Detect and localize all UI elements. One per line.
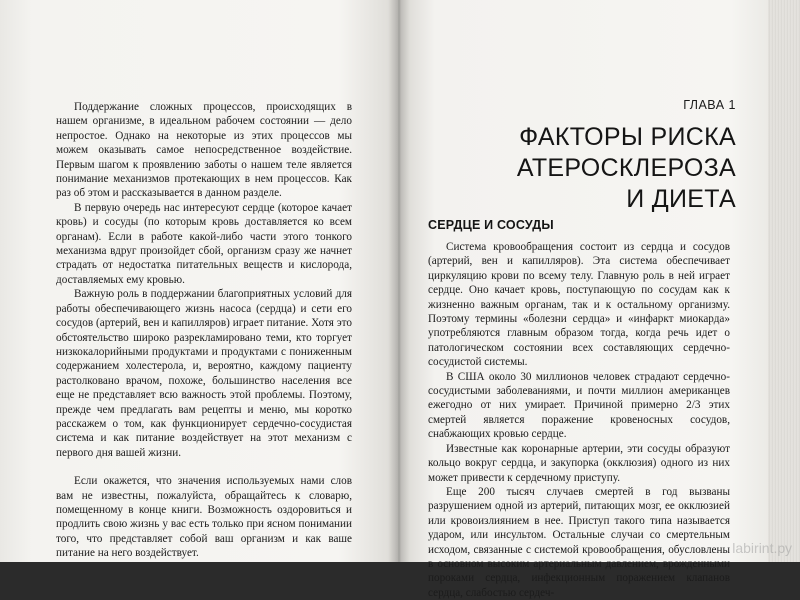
left-paragraph-3: Важную роль в поддержании благоприятных условий для работы обеспечивающего жизнь насоса (сердца) и сети его сосудов (артерий, вен и капилляров) играет питание. Хотя это обстоятельство широко разрекламировано теми, кто торгует низкокалорийными продуктами и продуктами с пониженным содержанием холестерола, и, вероятно, каждому пациенту растолковано врачом, похоже, большинство населения все еще не представляет всю важность этой проблемы. Поэтому, прежде чем предлагать вам рецепты и меню, мы коротко расскажем о том, как функционирует сердечно-сосудистая система и как питание воздействует на этот механизм с первого дня вашей жизни. xyxy=(56,288,352,459)
right-paragraph-3: Известные как коронарные артерии, эти сосуды образуют кольцо вокруг сердца, и закупорка (окклюзия) одного из них может привести к сердечному приступу. xyxy=(428,442,730,484)
right-paragraph-4: Еще 200 тысяч случаев смертей в год вызваны разрушением одной из артерий, питающих мозг, ее окклюзией или кровоизлиянием в нее. Приступ такого типа называется ударом, или инсультом. Остальные случаи со смертельным исходом, связанные с системой кровообращения, обусловлены в основном высоким артериальным давлением, врожденными пороками сердца, инфекционным поражением клапанов сердца, слабостью сердеч- xyxy=(428,485,730,599)
section-title: СЕРДЦЕ И СОСУДЫ xyxy=(428,218,554,232)
page-edges xyxy=(768,0,800,562)
left-paragraph-4: Если окажется, что значения используемых нами слов вам не известны, пожалуйста, обращайтесь к словарю, помещенному в конце книги. Возможность оздоровиться и продлить свою жизнь у вас есть только при ясном понимании того, что представляет собой ваш организм и как ваше питание на него воздействует. xyxy=(56,475,352,560)
right-page xyxy=(398,0,768,599)
right-paragraph-1: Система кровообращения состоит из сердца и сосудов (артерий, вен и капилляров). Эта система обеспечивает циркуляцию крови по всему телу. Главную роль в ней играет сердце. Оно качает кровь, поступающую по сосудам как к жизненно важным органам, так и к остальному организму. Поэтому термины «болезни сердца» и «инфаркт миокарда» употребляются главным образом тогда, когда речь идет о патологическом состоянии всех составляющих сердечно-сосудистой системы. xyxy=(428,241,730,369)
left-page-text xyxy=(56,100,352,561)
book-gutter xyxy=(388,0,410,562)
chapter-title xyxy=(428,122,736,215)
left-paragraph-2: В первую очередь нас интересуют сердце (которое качает кровь) и сосуды (по которым кровь доставляется ко всем органам). Если в работе какой-либо части этого тонкого механизма вдруг произойдет сбой, организм сразу же начнет страдать от недостатка питательных веществ и кислорода, доставляемых ему кровью. xyxy=(56,201,352,286)
chapter-title-line-1: ФАКТОРЫ РИСКА xyxy=(519,123,736,151)
watermark: labirint.ру xyxy=(732,540,792,556)
chapter-label: ГЛАВА 1 xyxy=(683,98,736,112)
left-page xyxy=(0,0,398,562)
left-paragraph-1: Поддержание сложных процессов, происходящих в нашем организме, в идеальном рабочем состоянии — дело непростое. Однако на некоторые из этих процессов мы можем оказывать самое непосредственное воздействие. Первым шагом к проявлению заботы о нашем теле является понимание механизмов протекающих в нем процессов. Как раз об этом и рассказывается в данном разделе. xyxy=(56,101,352,200)
chapter-title-line-3: И ДИЕТА xyxy=(626,185,736,213)
right-page-text xyxy=(428,240,730,600)
chapter-title-line-2: АТЕРОСКЛЕРОЗА xyxy=(516,154,736,182)
right-paragraph-2: В США около 30 миллионов человек страдают сердечно-сосудистыми заболеваниями, и почти миллион американцев ежегодно от них умирает. Причиной примерно 2/3 этих смертей является поражение кровеносных сосудов, снабжающих кровью сердце. xyxy=(428,370,730,441)
